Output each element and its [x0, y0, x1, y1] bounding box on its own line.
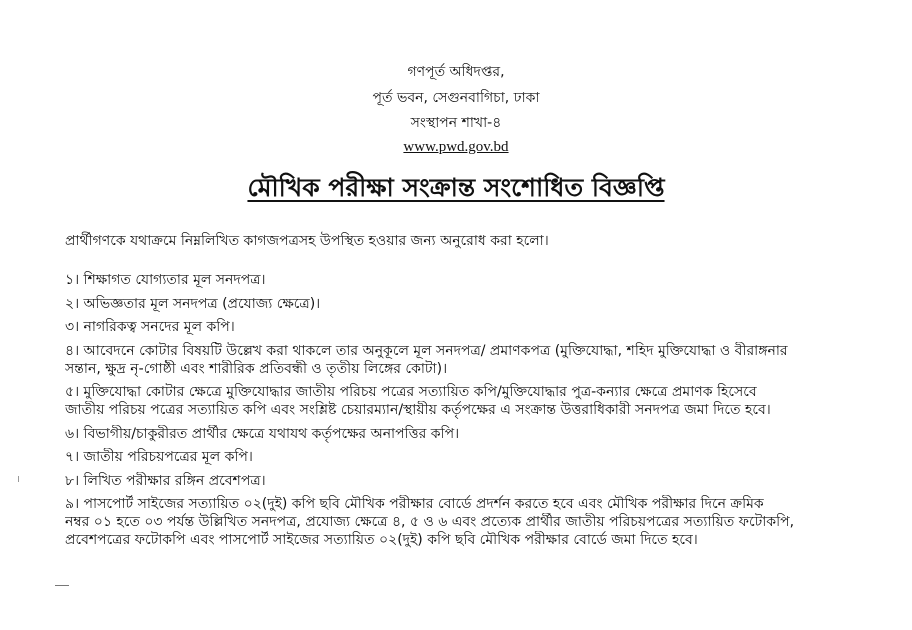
document-item: [65, 383, 900, 419]
document-item-line: নম্বর ০১ হতে ০৩ পর্যন্ত উল্লিখিত সনদপত্র, প্রযোজ্য ক্ষেত্রে ৪, ৫ ও ৬ এবং প্রত্যেক প্রার্থীর জাতীয় পরিচয়পত্রের সত্যায়িত ফটোকপি,: [65, 514, 795, 530]
required-documents-list: [65, 271, 900, 555]
website-link[interactable]: [0, 138, 912, 156]
office-name: গণপূর্ত অধিদপ্তর,: [407, 64, 505, 80]
document-item-line: ৮। লিখিত পরীক্ষার রঙ্গিন প্রবেশপত্র।: [65, 472, 266, 489]
document-item: [65, 448, 900, 466]
document-item-line: ২। অভিজ্ঞতার মূল সনদপত্র (প্রযোজ্য ক্ষেত্রে)।: [65, 295, 321, 312]
branch-name: সংস্থাপন শাখা-৪: [410, 115, 502, 131]
scan-artifact: [55, 585, 69, 586]
document-item: [65, 425, 900, 443]
document-item-line: ৫। মুক্তিযোদ্ধা কোটার ক্ষেত্রে মুক্তিযোদ্ধার জাতীয় পরিচয় পত্রের সত্যায়িত কপি/মুক্তিযোদ্ধার পুত্র-কন্যার ক্ষেত্রে প্রমাণক হিসেবে: [65, 384, 757, 400]
notice-intro: প্রার্থীগণকে যথাক্রমে নিম্নলিখিত কাগজপত্রসহ উপস্থিত হওয়ার জন্য অনুরোধ করা হলো।: [65, 233, 549, 249]
document-item: [65, 295, 900, 313]
scan-artifact: [18, 476, 19, 482]
document-item-line: ৬। বিভাগীয়/চাকুরীরত প্রার্থীর ক্ষেত্রে যথাযথ কর্তৃপক্ষের অনাপত্তির কপি।: [65, 425, 460, 442]
document-item: [65, 495, 900, 549]
notice-title: [0, 172, 912, 204]
office-address: পূর্ত ভবন, সেগুনবাগিচা, ঢাকা: [372, 90, 540, 106]
document-item: [65, 342, 900, 378]
document-item: [65, 318, 900, 336]
document-item: [65, 271, 900, 289]
document-item-line: ৯। পাসপোর্ট সাইজের সত্যায়িত ০২(দুই) কপি ছবি মৌখিক পরীক্ষার বোর্ডে প্রদর্শন করতে হবে এবং মৌখিক পরীক্ষার দিনে ক্রমিক: [65, 496, 764, 512]
document-item-line: ১। শিক্ষাগত যোগ্যতার মূল সনদপত্র।: [65, 272, 266, 288]
document-item-line: ৭। জাতীয় পরিচয়পত্রের মূল কপি।: [65, 449, 253, 465]
document-item-line: ৪। আবেদনে কোটার বিষয়টি উল্লেখ করা থাকলে তার অনুকূলে মূল সনদপত্র/ প্রমাণকপত্র (মুক্তিযোদ্ধা, শহিদ মুক্তিযোদ্ধা ও বীরাঙ্গনার: [65, 342, 788, 359]
notice-title-text: মৌখিক পরীক্ষা সংক্রান্ত সংশোধিত বিজ্ঞপ্তি: [247, 173, 665, 202]
document-item-line: সন্তান, ক্ষুদ্র নৃ-গোষ্ঠী এবং শারীরিক প্রতিবন্ধী ও তৃতীয় লিঙ্গের কোটা)।: [65, 360, 448, 377]
document-item-line: জাতীয় পরিচয় পত্রের সত্যায়িত কপি এবং সংশ্লিষ্ট চেয়ারম্যান/স্থায়ীয় কর্তৃপক্ষের এ সংক্রান্ত উত্তরাধিকারী সনদপত্র জমা দিতে হবে।: [65, 402, 771, 418]
document-item-line: ৩। নাগরিকত্ব সনদের মূল কপি।: [65, 319, 235, 335]
website-url[interactable]: www.pwd.gov.bd: [403, 139, 509, 155]
document-item-line: প্রবেশপত্রের ফটোকপি এবং পাসপোর্ট সাইজের সত্যায়িত ০২(দুই) কপি ছবি মৌখিক পরীক্ষার বোর্ডে জমা দিতে হবে।: [65, 532, 698, 548]
document-item: [65, 472, 900, 490]
